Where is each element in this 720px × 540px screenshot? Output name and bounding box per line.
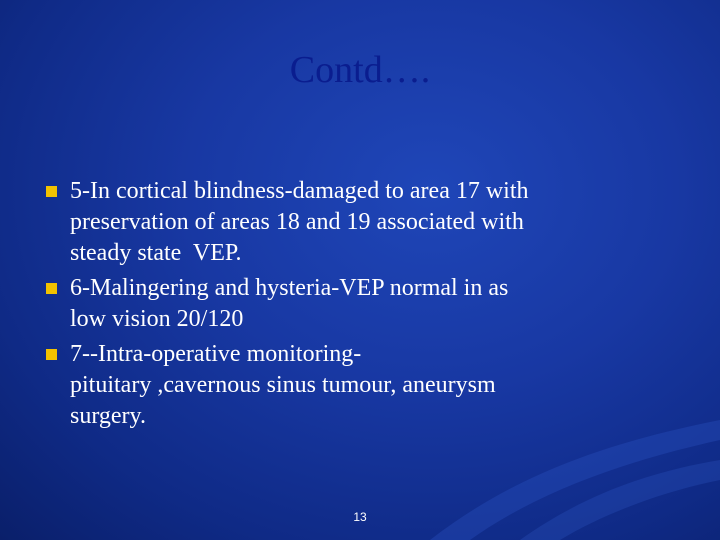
bullet-line: preservation of areas 18 and 19 associated with xyxy=(70,209,524,235)
bullet-line: pituitary ,cavernous sinus tumour, aneurysm xyxy=(70,372,496,398)
square-bullet-icon xyxy=(46,349,57,360)
square-bullet-icon xyxy=(46,186,57,197)
bullet-line: steady state VEP. xyxy=(70,240,242,266)
page-number: 13 xyxy=(353,510,367,524)
bullet-line: 7--Intra-operative monitoring- xyxy=(70,341,362,367)
square-bullet-icon xyxy=(46,283,57,294)
bullet-list xyxy=(46,176,686,436)
bullet-line: low vision 20/120 xyxy=(70,306,244,332)
slide-title: Contd…. xyxy=(289,49,431,91)
bullet-item xyxy=(46,273,686,335)
bullet-item xyxy=(46,339,686,432)
bullet-item xyxy=(46,176,686,269)
bullet-line: surgery. xyxy=(70,403,146,429)
bullet-line: 5-In cortical blindness-damaged to area 17 with xyxy=(70,178,529,204)
bullet-line: 6-Malingering and hysteria-VEP normal in as xyxy=(70,275,509,301)
